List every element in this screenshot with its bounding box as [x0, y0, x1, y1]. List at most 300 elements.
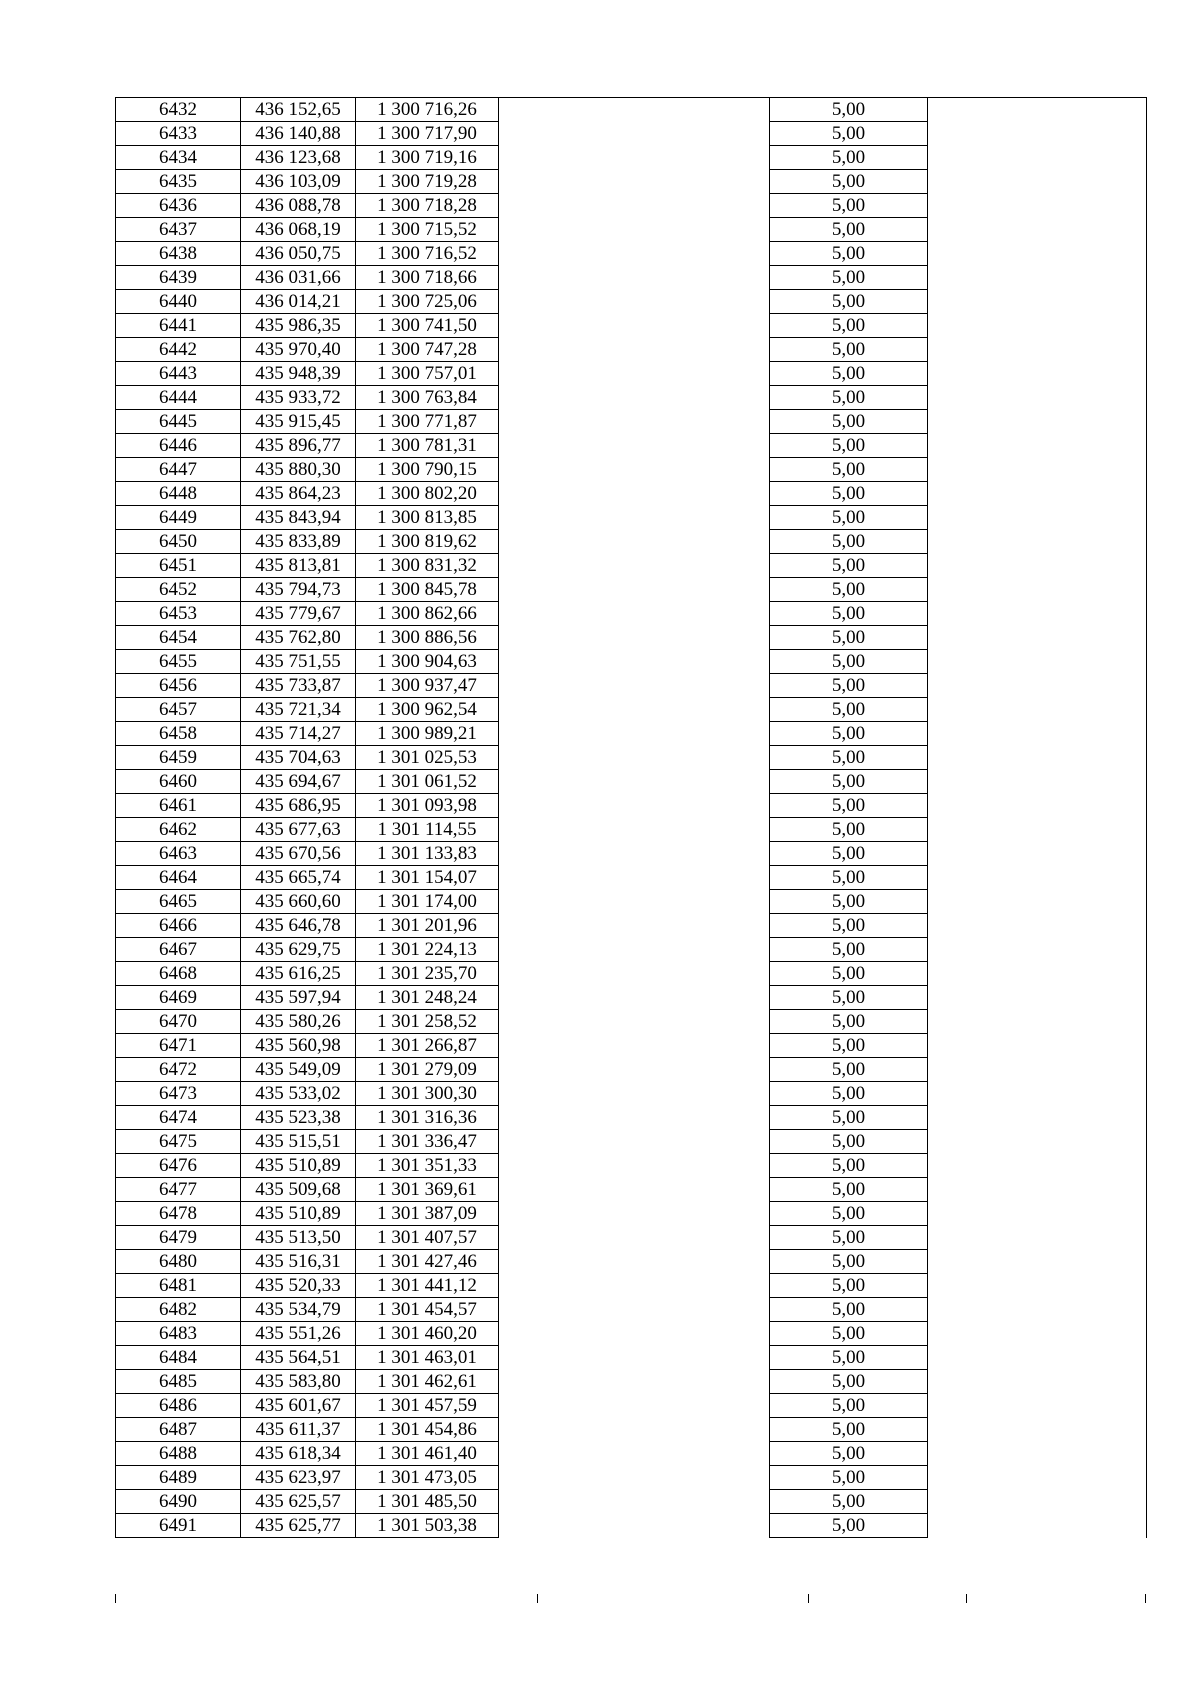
- note-cell: [928, 986, 1147, 1010]
- description-cell: [499, 1226, 770, 1250]
- point-number-cell: 6482: [116, 1298, 241, 1322]
- note-cell: [928, 554, 1147, 578]
- point-number-cell: 6466: [116, 914, 241, 938]
- table-continuation-line: [115, 1594, 116, 1603]
- point-number-cell: 6436: [116, 194, 241, 218]
- x-coordinate-cell: 435 751,55: [241, 650, 356, 674]
- value-cell: 5,00: [770, 746, 928, 770]
- value-cell: 5,00: [770, 986, 928, 1010]
- y-coordinate-cell: 1 301 454,86: [356, 1418, 499, 1442]
- y-coordinate-cell: 1 300 716,52: [356, 242, 499, 266]
- table-row: [116, 1250, 1147, 1274]
- note-cell: [928, 674, 1147, 698]
- description-cell: [499, 194, 770, 218]
- x-coordinate-cell: 435 560,98: [241, 1034, 356, 1058]
- value-cell: 5,00: [770, 1034, 928, 1058]
- point-number-cell: 6465: [116, 890, 241, 914]
- point-number-cell: 6481: [116, 1274, 241, 1298]
- x-coordinate-cell: 435 523,38: [241, 1106, 356, 1130]
- value-cell: 5,00: [770, 98, 928, 122]
- point-number-cell: 6443: [116, 362, 241, 386]
- x-coordinate-cell: 435 714,27: [241, 722, 356, 746]
- value-cell: 5,00: [770, 434, 928, 458]
- value-cell: 5,00: [770, 1178, 928, 1202]
- table-row: [116, 1130, 1147, 1154]
- y-coordinate-cell: 1 300 781,31: [356, 434, 499, 458]
- table-row: [116, 98, 1147, 122]
- table-row: [116, 818, 1147, 842]
- table-row: [116, 866, 1147, 890]
- x-coordinate-cell: 435 933,72: [241, 386, 356, 410]
- y-coordinate-cell: 1 300 831,32: [356, 554, 499, 578]
- y-coordinate-cell: 1 300 802,20: [356, 482, 499, 506]
- table-row: [116, 986, 1147, 1010]
- x-coordinate-cell: 435 677,63: [241, 818, 356, 842]
- y-coordinate-cell: 1 301 114,55: [356, 818, 499, 842]
- point-number-cell: 6441: [116, 314, 241, 338]
- note-cell: [928, 914, 1147, 938]
- value-cell: 5,00: [770, 1058, 928, 1082]
- table-row: [116, 194, 1147, 218]
- description-cell: [499, 98, 770, 122]
- table-continuation-line: [1145, 1594, 1146, 1603]
- note-cell: [928, 338, 1147, 362]
- table-row: [116, 1010, 1147, 1034]
- coordinates-table: [115, 97, 1147, 1538]
- point-number-cell: 6453: [116, 602, 241, 626]
- note-cell: [928, 482, 1147, 506]
- x-coordinate-cell: 436 088,78: [241, 194, 356, 218]
- note-cell: [928, 1250, 1147, 1274]
- y-coordinate-cell: 1 301 407,57: [356, 1226, 499, 1250]
- note-cell: [928, 938, 1147, 962]
- description-cell: [499, 698, 770, 722]
- y-coordinate-cell: 1 300 813,85: [356, 506, 499, 530]
- point-number-cell: 6489: [116, 1466, 241, 1490]
- table-row: [116, 746, 1147, 770]
- value-cell: 5,00: [770, 554, 928, 578]
- point-number-cell: 6457: [116, 698, 241, 722]
- note-cell: [928, 842, 1147, 866]
- note-cell: [928, 1418, 1147, 1442]
- point-number-cell: 6480: [116, 1250, 241, 1274]
- table-row: [116, 674, 1147, 698]
- description-cell: [499, 818, 770, 842]
- value-cell: 5,00: [770, 242, 928, 266]
- point-number-cell: 6479: [116, 1226, 241, 1250]
- point-number-cell: 6487: [116, 1418, 241, 1442]
- note-cell: [928, 1106, 1147, 1130]
- table-row: [116, 914, 1147, 938]
- y-coordinate-cell: 1 301 133,83: [356, 842, 499, 866]
- value-cell: 5,00: [770, 794, 928, 818]
- description-cell: [499, 506, 770, 530]
- table-row: [116, 1370, 1147, 1394]
- description-cell: [499, 914, 770, 938]
- note-cell: [928, 218, 1147, 242]
- point-number-cell: 6474: [116, 1106, 241, 1130]
- point-number-cell: 6458: [116, 722, 241, 746]
- x-coordinate-cell: 435 986,35: [241, 314, 356, 338]
- x-coordinate-cell: 435 880,30: [241, 458, 356, 482]
- point-number-cell: 6467: [116, 938, 241, 962]
- x-coordinate-cell: 435 686,95: [241, 794, 356, 818]
- note-cell: [928, 818, 1147, 842]
- description-cell: [499, 866, 770, 890]
- value-cell: 5,00: [770, 842, 928, 866]
- note-cell: [928, 242, 1147, 266]
- note-cell: [928, 146, 1147, 170]
- table-row: [116, 170, 1147, 194]
- x-coordinate-cell: 435 516,31: [241, 1250, 356, 1274]
- point-number-cell: 6455: [116, 650, 241, 674]
- table-row: [116, 938, 1147, 962]
- table-row: [116, 386, 1147, 410]
- note-cell: [928, 1466, 1147, 1490]
- value-cell: 5,00: [770, 506, 928, 530]
- description-cell: [499, 962, 770, 986]
- value-cell: 5,00: [770, 1154, 928, 1178]
- value-cell: 5,00: [770, 1106, 928, 1130]
- y-coordinate-cell: 1 300 719,28: [356, 170, 499, 194]
- table-row: [116, 1106, 1147, 1130]
- table-row: [116, 122, 1147, 146]
- y-coordinate-cell: 1 301 154,07: [356, 866, 499, 890]
- value-cell: 5,00: [770, 290, 928, 314]
- table-row: [116, 1418, 1147, 1442]
- value-cell: 5,00: [770, 314, 928, 338]
- note-cell: [928, 362, 1147, 386]
- y-coordinate-cell: 1 301 387,09: [356, 1202, 499, 1226]
- y-coordinate-cell: 1 300 989,21: [356, 722, 499, 746]
- description-cell: [499, 410, 770, 434]
- y-coordinate-cell: 1 301 258,52: [356, 1010, 499, 1034]
- note-cell: [928, 1202, 1147, 1226]
- value-cell: 5,00: [770, 818, 928, 842]
- point-number-cell: 6450: [116, 530, 241, 554]
- description-cell: [499, 602, 770, 626]
- table-row: [116, 1298, 1147, 1322]
- value-cell: 5,00: [770, 530, 928, 554]
- description-cell: [499, 650, 770, 674]
- table-row: [116, 1154, 1147, 1178]
- description-cell: [499, 1322, 770, 1346]
- point-number-cell: 6490: [116, 1490, 241, 1514]
- value-cell: 5,00: [770, 1322, 928, 1346]
- value-cell: 5,00: [770, 410, 928, 434]
- description-cell: [499, 1418, 770, 1442]
- note-cell: [928, 794, 1147, 818]
- table-row: [116, 338, 1147, 362]
- point-number-cell: 6460: [116, 770, 241, 794]
- x-coordinate-cell: 435 694,67: [241, 770, 356, 794]
- y-coordinate-cell: 1 301 300,30: [356, 1082, 499, 1106]
- point-number-cell: 6470: [116, 1010, 241, 1034]
- description-cell: [499, 1058, 770, 1082]
- value-cell: 5,00: [770, 266, 928, 290]
- y-coordinate-cell: 1 300 715,52: [356, 218, 499, 242]
- coordinates-table-body: [116, 98, 1147, 1538]
- note-cell: [928, 1442, 1147, 1466]
- value-cell: 5,00: [770, 1442, 928, 1466]
- description-cell: [499, 482, 770, 506]
- description-cell: [499, 722, 770, 746]
- description-cell: [499, 218, 770, 242]
- table-row: [116, 314, 1147, 338]
- table-row: [116, 1442, 1147, 1466]
- y-coordinate-cell: 1 301 503,38: [356, 1514, 499, 1538]
- x-coordinate-cell: 435 813,81: [241, 554, 356, 578]
- table-row: [116, 1394, 1147, 1418]
- table-continuation-line: [808, 1594, 809, 1603]
- y-coordinate-cell: 1 301 460,20: [356, 1322, 499, 1346]
- value-cell: 5,00: [770, 578, 928, 602]
- y-coordinate-cell: 1 301 061,52: [356, 770, 499, 794]
- value-cell: 5,00: [770, 386, 928, 410]
- y-coordinate-cell: 1 301 485,50: [356, 1490, 499, 1514]
- x-coordinate-cell: 435 513,50: [241, 1226, 356, 1250]
- point-number-cell: 6456: [116, 674, 241, 698]
- x-coordinate-cell: 435 625,77: [241, 1514, 356, 1538]
- point-number-cell: 6471: [116, 1034, 241, 1058]
- point-number-cell: 6452: [116, 578, 241, 602]
- description-cell: [499, 1082, 770, 1106]
- note-cell: [928, 722, 1147, 746]
- point-number-cell: 6451: [116, 554, 241, 578]
- x-coordinate-cell: 435 660,60: [241, 890, 356, 914]
- point-number-cell: 6486: [116, 1394, 241, 1418]
- table-row: [116, 482, 1147, 506]
- value-cell: 5,00: [770, 338, 928, 362]
- y-coordinate-cell: 1 301 457,59: [356, 1394, 499, 1418]
- x-coordinate-cell: 435 704,63: [241, 746, 356, 770]
- point-number-cell: 6476: [116, 1154, 241, 1178]
- note-cell: [928, 1010, 1147, 1034]
- y-coordinate-cell: 1 300 771,87: [356, 410, 499, 434]
- y-coordinate-cell: 1 300 741,50: [356, 314, 499, 338]
- x-coordinate-cell: 435 896,77: [241, 434, 356, 458]
- x-coordinate-cell: 435 601,67: [241, 1394, 356, 1418]
- value-cell: 5,00: [770, 1010, 928, 1034]
- point-number-cell: 6478: [116, 1202, 241, 1226]
- point-number-cell: 6459: [116, 746, 241, 770]
- note-cell: [928, 98, 1147, 122]
- y-coordinate-cell: 1 301 351,33: [356, 1154, 499, 1178]
- point-number-cell: 6433: [116, 122, 241, 146]
- note-cell: [928, 266, 1147, 290]
- description-cell: [499, 770, 770, 794]
- x-coordinate-cell: 435 794,73: [241, 578, 356, 602]
- point-number-cell: 6439: [116, 266, 241, 290]
- value-cell: 5,00: [770, 194, 928, 218]
- table-row: [116, 362, 1147, 386]
- note-cell: [928, 1226, 1147, 1250]
- table-row: [116, 1514, 1147, 1538]
- table-row: [116, 290, 1147, 314]
- point-number-cell: 6440: [116, 290, 241, 314]
- description-cell: [499, 1514, 770, 1538]
- description-cell: [499, 554, 770, 578]
- value-cell: 5,00: [770, 1394, 928, 1418]
- point-number-cell: 6447: [116, 458, 241, 482]
- description-cell: [499, 842, 770, 866]
- x-coordinate-cell: 436 068,19: [241, 218, 356, 242]
- x-coordinate-cell: 435 733,87: [241, 674, 356, 698]
- y-coordinate-cell: 1 300 747,28: [356, 338, 499, 362]
- point-number-cell: 6484: [116, 1346, 241, 1370]
- coordinates-table-container: [115, 97, 1146, 1538]
- note-cell: [928, 1514, 1147, 1538]
- description-cell: [499, 362, 770, 386]
- y-coordinate-cell: 1 301 224,13: [356, 938, 499, 962]
- point-number-cell: 6462: [116, 818, 241, 842]
- note-cell: [928, 386, 1147, 410]
- table-row: [116, 1490, 1147, 1514]
- table-row: [116, 1226, 1147, 1250]
- table-row: [116, 1346, 1147, 1370]
- y-coordinate-cell: 1 300 962,54: [356, 698, 499, 722]
- description-cell: [499, 1394, 770, 1418]
- description-cell: [499, 314, 770, 338]
- description-cell: [499, 434, 770, 458]
- y-coordinate-cell: 1 301 266,87: [356, 1034, 499, 1058]
- description-cell: [499, 938, 770, 962]
- description-cell: [499, 1154, 770, 1178]
- y-coordinate-cell: 1 301 454,57: [356, 1298, 499, 1322]
- x-coordinate-cell: 435 618,34: [241, 1442, 356, 1466]
- note-cell: [928, 194, 1147, 218]
- x-coordinate-cell: 436 014,21: [241, 290, 356, 314]
- x-coordinate-cell: 435 915,45: [241, 410, 356, 434]
- x-coordinate-cell: 435 520,33: [241, 1274, 356, 1298]
- x-coordinate-cell: 435 721,34: [241, 698, 356, 722]
- value-cell: 5,00: [770, 938, 928, 962]
- note-cell: [928, 410, 1147, 434]
- value-cell: 5,00: [770, 1418, 928, 1442]
- description-cell: [499, 386, 770, 410]
- y-coordinate-cell: 1 301 462,61: [356, 1370, 499, 1394]
- x-coordinate-cell: 435 629,75: [241, 938, 356, 962]
- note-cell: [928, 170, 1147, 194]
- value-cell: 5,00: [770, 1130, 928, 1154]
- note-cell: [928, 530, 1147, 554]
- x-coordinate-cell: 435 510,89: [241, 1202, 356, 1226]
- y-coordinate-cell: 1 301 463,01: [356, 1346, 499, 1370]
- table-row: [116, 1202, 1147, 1226]
- y-coordinate-cell: 1 300 819,62: [356, 530, 499, 554]
- table-row: [116, 770, 1147, 794]
- table-row: [116, 1178, 1147, 1202]
- note-cell: [928, 770, 1147, 794]
- y-coordinate-cell: 1 300 717,90: [356, 122, 499, 146]
- value-cell: 5,00: [770, 698, 928, 722]
- note-cell: [928, 1298, 1147, 1322]
- y-coordinate-cell: 1 301 093,98: [356, 794, 499, 818]
- y-coordinate-cell: 1 301 427,46: [356, 1250, 499, 1274]
- note-cell: [928, 746, 1147, 770]
- table-row: [116, 458, 1147, 482]
- table-row: [116, 266, 1147, 290]
- point-number-cell: 6432: [116, 98, 241, 122]
- point-number-cell: 6485: [116, 1370, 241, 1394]
- note-cell: [928, 626, 1147, 650]
- table-row: [116, 146, 1147, 170]
- note-cell: [928, 1178, 1147, 1202]
- value-cell: 5,00: [770, 866, 928, 890]
- point-number-cell: 6491: [116, 1514, 241, 1538]
- table-continuation-line: [966, 1594, 967, 1603]
- x-coordinate-cell: 436 140,88: [241, 122, 356, 146]
- note-cell: [928, 122, 1147, 146]
- point-number-cell: 6437: [116, 218, 241, 242]
- y-coordinate-cell: 1 300 718,28: [356, 194, 499, 218]
- point-number-cell: 6445: [116, 410, 241, 434]
- description-cell: [499, 794, 770, 818]
- y-coordinate-cell: 1 301 235,70: [356, 962, 499, 986]
- x-coordinate-cell: 435 623,97: [241, 1466, 356, 1490]
- table-row: [116, 530, 1147, 554]
- description-cell: [499, 1178, 770, 1202]
- y-coordinate-cell: 1 300 719,16: [356, 146, 499, 170]
- description-cell: [499, 1490, 770, 1514]
- value-cell: 5,00: [770, 1466, 928, 1490]
- y-coordinate-cell: 1 300 718,66: [356, 266, 499, 290]
- value-cell: 5,00: [770, 218, 928, 242]
- value-cell: 5,00: [770, 1298, 928, 1322]
- point-number-cell: 6488: [116, 1442, 241, 1466]
- table-row: [116, 842, 1147, 866]
- description-cell: [499, 1370, 770, 1394]
- description-cell: [499, 530, 770, 554]
- value-cell: 5,00: [770, 1082, 928, 1106]
- note-cell: [928, 698, 1147, 722]
- value-cell: 5,00: [770, 626, 928, 650]
- note-cell: [928, 890, 1147, 914]
- note-cell: [928, 602, 1147, 626]
- table-row: [116, 1466, 1147, 1490]
- y-coordinate-cell: 1 300 886,56: [356, 626, 499, 650]
- x-coordinate-cell: 436 103,09: [241, 170, 356, 194]
- note-cell: [928, 1394, 1147, 1418]
- x-coordinate-cell: 435 779,67: [241, 602, 356, 626]
- point-number-cell: 6477: [116, 1178, 241, 1202]
- y-coordinate-cell: 1 301 201,96: [356, 914, 499, 938]
- note-cell: [928, 962, 1147, 986]
- value-cell: 5,00: [770, 890, 928, 914]
- table-row: [116, 1034, 1147, 1058]
- value-cell: 5,00: [770, 458, 928, 482]
- description-cell: [499, 242, 770, 266]
- y-coordinate-cell: 1 301 174,00: [356, 890, 499, 914]
- x-coordinate-cell: 435 670,56: [241, 842, 356, 866]
- point-number-cell: 6449: [116, 506, 241, 530]
- x-coordinate-cell: 436 031,66: [241, 266, 356, 290]
- y-coordinate-cell: 1 300 862,66: [356, 602, 499, 626]
- point-number-cell: 6475: [116, 1130, 241, 1154]
- x-coordinate-cell: 435 611,37: [241, 1418, 356, 1442]
- point-number-cell: 6461: [116, 794, 241, 818]
- x-coordinate-cell: 435 762,80: [241, 626, 356, 650]
- x-coordinate-cell: 435 583,80: [241, 1370, 356, 1394]
- point-number-cell: 6435: [116, 170, 241, 194]
- value-cell: 5,00: [770, 362, 928, 386]
- x-coordinate-cell: 435 665,74: [241, 866, 356, 890]
- note-cell: [928, 1322, 1147, 1346]
- description-cell: [499, 1250, 770, 1274]
- value-cell: 5,00: [770, 650, 928, 674]
- table-row: [116, 722, 1147, 746]
- table-row: [116, 410, 1147, 434]
